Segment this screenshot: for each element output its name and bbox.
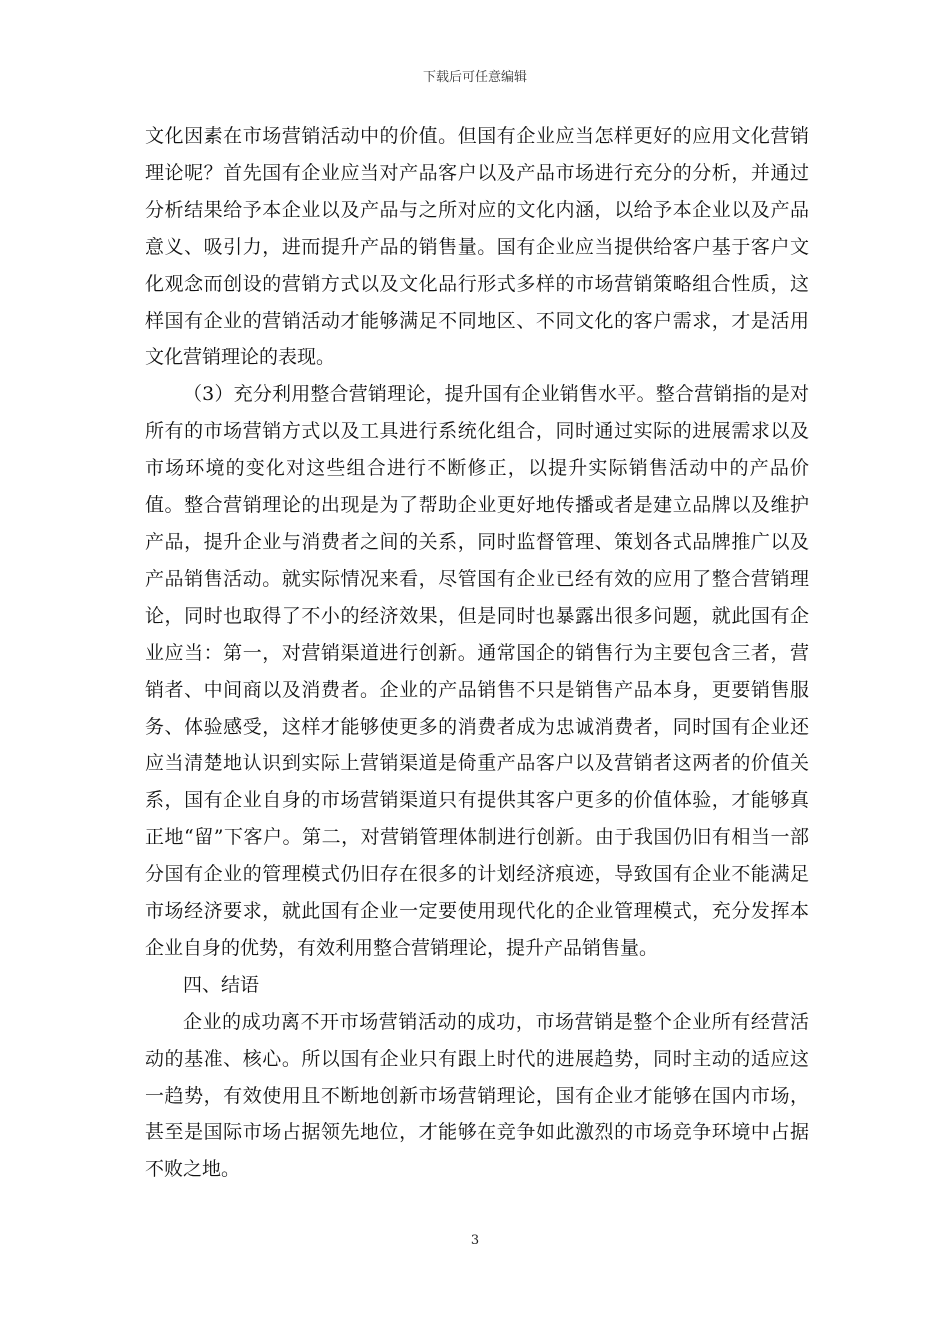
document-body [145, 118, 809, 1188]
paragraph-culture-marketing: 文化因素在市场营销活动中的价值。但国有企业应当怎样更好的应用文化营销理论呢？首先国有企业应当对产品客户以及产品市场进行充分的分析，并通过分析结果给予本企业以及产品与之所对应的文化内涵，以给予本企业以及产品意义、吸引力，进而提升产品的销售量。国有企业应当提供给客户基于客户文化观念而创设的营销方式以及文化品行形式多样的市场营销策略组合性质，这样国有企业的营销活动才能够满足不同地区、不同文化的客户需求，才是活用文化营销理论的表现。 [145, 125, 809, 369]
page-header: 下载后可任意编辑 [422, 70, 527, 85]
section-heading-conclusion: 四、结语 [183, 973, 260, 996]
paragraph-integrated-marketing: （3）充分利用整合营销理论，提升国有企业销售水平。整合营销指的是对所有的市场营销方式以及工具进行系统化组合，同时通过实际的进展需求以及市场环境的变化对这些组合进行不断修正，以提升实际销售活动中的产品价值。整合营销理论的出现是为了帮助企业更好地传播或者是建立品牌以及维护产品，提升企业与消费者之间的关系，同时监督管理、策划各式品牌推广以及产品销售活动。就实际情况来看，尽管国有企业已经有效的应用了整合营销理论，同时也取得了不小的经济效果，但是同时也暴露出很多问题，就此国有企业应当：第一，对营销渠道进行创新。通常国企的销售行为主要包含三者，营销者、中间商以及消费者。企业的产品销售不只是销售产品本身，更要销售服务、体验感受，这样才能够使更多的消费者成为忠诚消费者，同时国有企业还应当清楚地认识到实际上营销渠道是倚重产品客户以及营销者这两者的价值关系，国有企业自身的市场营销渠道只有提供其客户更多的价值体验，才能够真正地“留”下客户。第二，对营销管理体制进行创新。由于我国仍旧有相当一部分国有企业的管理模式仍旧存在很多的计划经济痕迹，导致国有企业不能满足市场经济要求，就此国有企业一定要使用现代化的企业管理模式，充分发挥本企业自身的优势，有效利用整合营销理论，提升产品销售量。 [145, 383, 809, 959]
paragraph-conclusion: 企业的成功离不开市场营销活动的成功，市场营销是整个企业所有经营活动的基准、核心。所以国有企业只有跟上时代的进展趋势，同时主动的适应这一趋势，有效使用且不断地创新市场营销理论，国有企业才能够在国内市场，甚至是国际市场占据领先地位，才能够在竞争如此激烈的市场竞争环境中占据不败之地。 [145, 1010, 809, 1181]
page-number: 3 [470, 1233, 480, 1248]
